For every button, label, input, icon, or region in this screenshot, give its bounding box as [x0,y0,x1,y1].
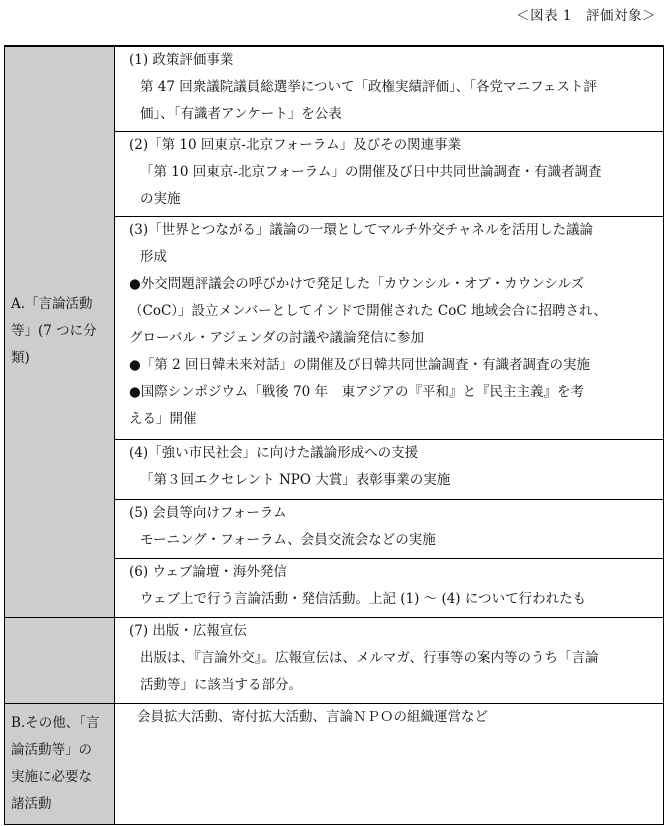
item-1-cell [115,46,664,131]
b-content-text: 会員拡大活動、寄付拡大活動、言論ＮＰＯの組織運営など [137,708,488,725]
item-heading: (4)「強い市民社会」に向けた議論形成への支援 [129,444,419,461]
item-6-cell [115,558,664,617]
category-a-line: 等」(7 つに分 [11,323,97,340]
item-2-cell [115,131,664,216]
item-line: （CoC）」設立メンバーとしてインドで開催された CoC 地域会合に招聘され、 [129,302,607,319]
item-line: 「第３回エクセレント NPO 大賞」表彰事業の実施 [140,471,451,488]
item-line: ●国際シンポジウム「戦後 70 年 東アジアの『平和』と『民主主義』を考 [129,383,585,400]
category-empty-cell [5,617,115,703]
item-heading: (5) 会員等向けフォーラム [129,504,287,521]
item-line: の実施 [140,190,181,207]
category-b-line: B.その他、「言 [11,714,100,731]
figure-caption: ＜図表 1 評価対象＞ [516,8,656,24]
category-b-line: 実施に必要な [11,768,92,785]
item-heading: (2)「第 10 回東京-北京フォーラム」及びその関連事業 [129,136,462,153]
category-b-line: 論活動等」の [11,741,92,758]
item-line: ウェブ上で行う言論活動・発信活動。上記 (1) ～ (4) について行われたも [140,590,587,607]
category-b-line: 諸活動 [11,795,52,812]
category-a-line: 類) [11,350,30,367]
item-line: ●外交問題評議会の呼びかけで発足した「カウンシル・オブ・カウンシルズ [129,275,585,292]
item-4-cell [115,439,664,499]
item-line: 形成 [140,248,167,265]
item-line: 出版は、『言論外交』。広報宣伝は、メルマガ、行事等の案内等のうち「言論 [140,649,599,666]
b-content-cell [115,703,664,824]
item-heading: (3)「世界とつながる」議論の一環としてマルチ外交チャネルを活用した議論 [129,221,593,238]
item-line: える」開催 [129,410,197,427]
item-heading: (1) 政策評価事業 [129,52,234,68]
item-7-cell [115,617,664,703]
item-line: 第 47 回衆議院議員総選挙について「政権実績評価」、「各党マニフェスト評 [140,79,597,95]
item-line: モーニング・フォーラム、会員交流会などの実施 [140,531,436,548]
item-line: グローバル・アジェンダの討議や議論発信に参加 [129,329,424,346]
category-a-line: A.「言論活動 [11,296,93,313]
category-b-cell [5,703,115,824]
item-line: 活動等」に該当する部分。 [140,676,302,693]
evaluation-target-table [4,45,664,825]
category-a-cell [5,46,115,617]
item-3-cell [115,216,664,439]
item-line: 「第 10 回東京-北京フォーラム」の開催及び日中共同世論調査・有識者調査 [140,163,602,180]
item-heading: (7) 出版・広報宣伝 [129,622,247,639]
item-line: 価」、「有識者アンケート」を公表 [140,106,342,122]
item-5-cell [115,499,664,558]
item-heading: (6) ウェブ論壇・海外発信 [129,563,287,580]
item-line: ●「第 2 回日韓未来対話」の開催及び日韓共同世論調査・有識者調査の実施 [129,356,590,373]
